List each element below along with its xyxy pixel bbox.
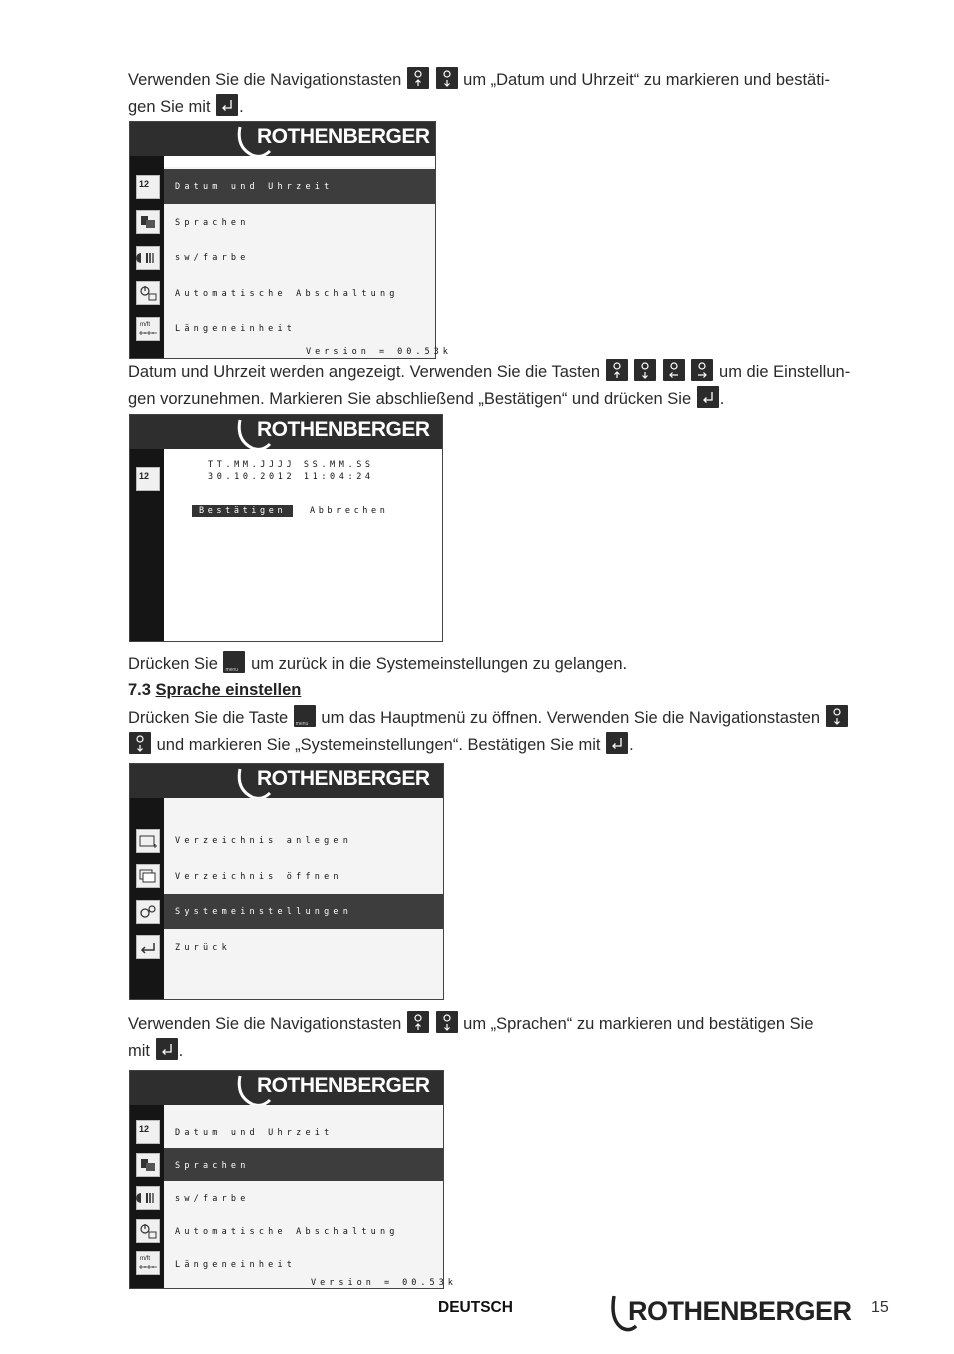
menu-item-swfarbe[interactable]: sw/farbe — [175, 1194, 250, 1204]
nav-left-key-icon — [663, 359, 685, 381]
nav-up-key-icon — [407, 67, 429, 89]
menu-key-icon: menu — [223, 651, 245, 673]
screen-date-time-editor — [129, 414, 443, 642]
paragraph-navigate-languages: Verwenden Sie die Navigationstasten um „Sprachen“ zu markieren und bestätigen Sie mit . — [128, 1011, 888, 1065]
menu-item-systemeinstellungen[interactable]: Systemeinstellungen — [164, 894, 443, 929]
nav-down-key-icon — [436, 1011, 458, 1033]
nav-right-key-icon — [691, 359, 713, 381]
enter-key-icon — [156, 1038, 178, 1060]
language-icon — [136, 1153, 160, 1177]
screen-main-menu — [129, 763, 444, 1000]
color-mode-icon — [136, 1186, 160, 1210]
footer-language: DEUTSCH — [438, 1299, 513, 1316]
menu-item-datum[interactable]: Datum und Uhrzeit — [175, 1128, 334, 1138]
version-label: Version = 00.53k — [306, 347, 452, 357]
nav-up-key-icon — [606, 359, 628, 381]
nav-down-key-icon — [436, 67, 458, 89]
power-timer-icon — [136, 1219, 160, 1243]
new-folder-icon — [136, 829, 160, 853]
calendar-icon: 12 — [136, 175, 160, 199]
menu-item-verzeichnis-anlegen[interactable]: Verzeichnis anlegen — [175, 836, 353, 846]
open-folder-icon — [136, 864, 160, 888]
nav-up-key-icon — [407, 1011, 429, 1033]
menu-item-laengeneinheit[interactable]: Längeneinheit — [175, 1260, 297, 1270]
date-value-line[interactable]: 30.10.2012 11:04:24 — [208, 472, 374, 482]
enter-key-icon — [216, 94, 238, 116]
screen-system-settings-menu — [129, 121, 452, 359]
date-format-line: TT.MM.JJJJ SS.MM.SS — [208, 460, 374, 470]
menu-item-verzeichnis-oeffnen[interactable]: Verzeichnis öffnen — [175, 872, 343, 882]
page-number: 15 — [871, 1299, 889, 1316]
cancel-button[interactable]: Abbrechen — [310, 506, 389, 516]
color-mode-icon — [136, 246, 160, 270]
length-unit-icon: m/ft — [136, 317, 160, 341]
enter-key-icon — [697, 386, 719, 408]
confirm-button[interactable]: Bestätigen — [192, 505, 293, 517]
power-timer-icon — [136, 281, 160, 305]
screen-system-settings-languages — [129, 1070, 457, 1289]
settings-gears-icon — [136, 900, 160, 924]
menu-item-zurueck[interactable]: Zurück — [175, 943, 231, 953]
brand-logo: ROTHENBERGER — [257, 767, 430, 790]
menu-item-abschaltung[interactable]: Automatische Abschaltung — [175, 289, 399, 299]
brand-logo: ROTHENBERGER — [257, 418, 430, 441]
menu-item-abschaltung[interactable]: Automatische Abschaltung — [175, 1227, 399, 1237]
paragraph-navigate-date: Verwenden Sie die Navigationstasten um „Datum und Uhrzeit“ zu markieren und bestäti- gen Sie mit . — [128, 67, 888, 121]
paragraph-return: Drücken Sie menu um zurück in die Systemeinstellungen zu gelangen. — [128, 651, 888, 678]
menu-item-sprachen[interactable]: Sprachen — [164, 1148, 443, 1181]
length-unit-icon: m/ft — [136, 1251, 160, 1275]
language-icon — [136, 210, 160, 234]
nav-down-key-icon — [826, 705, 848, 727]
brand-logo: ROTHENBERGER — [257, 1074, 430, 1097]
nav-down-key-icon — [634, 359, 656, 381]
back-arrow-icon — [136, 935, 160, 959]
section-heading: 7.3 Sprache einstellen — [128, 681, 302, 699]
menu-item-swfarbe[interactable]: sw/farbe — [175, 253, 250, 263]
paragraph-date-displayed: Datum und Uhrzeit werden angezeigt. Verwenden Sie die Tasten um die Einstellun- gen vorzunehmen. Markieren Sie abschließend „Bestätigen“ und drücken Sie . — [128, 359, 888, 413]
paragraph-open-menu: Drücken Sie die Taste menu um das Hauptmenü zu öffnen. Verwenden Sie die Navigationstasten und markieren Sie „Systemeinstellungen“. Bestätigen Sie mit . — [128, 705, 888, 759]
menu-item-datum[interactable]: Datum und Uhrzeit — [164, 169, 435, 204]
menu-item-sprachen[interactable]: Sprachen — [175, 218, 250, 228]
menu-item-laengeneinheit[interactable]: Längeneinheit — [175, 324, 297, 334]
calendar-icon: 12 — [136, 467, 160, 491]
version-label: Version = 00.53k — [311, 1278, 457, 1288]
enter-key-icon — [606, 732, 628, 754]
footer-brand-logo: ROTHENBERGER — [628, 1296, 852, 1326]
nav-down-key-icon — [129, 732, 151, 754]
menu-key-icon: menu — [294, 705, 316, 727]
calendar-icon: 12 — [136, 1120, 160, 1144]
brand-logo: ROTHENBERGER — [257, 125, 430, 148]
